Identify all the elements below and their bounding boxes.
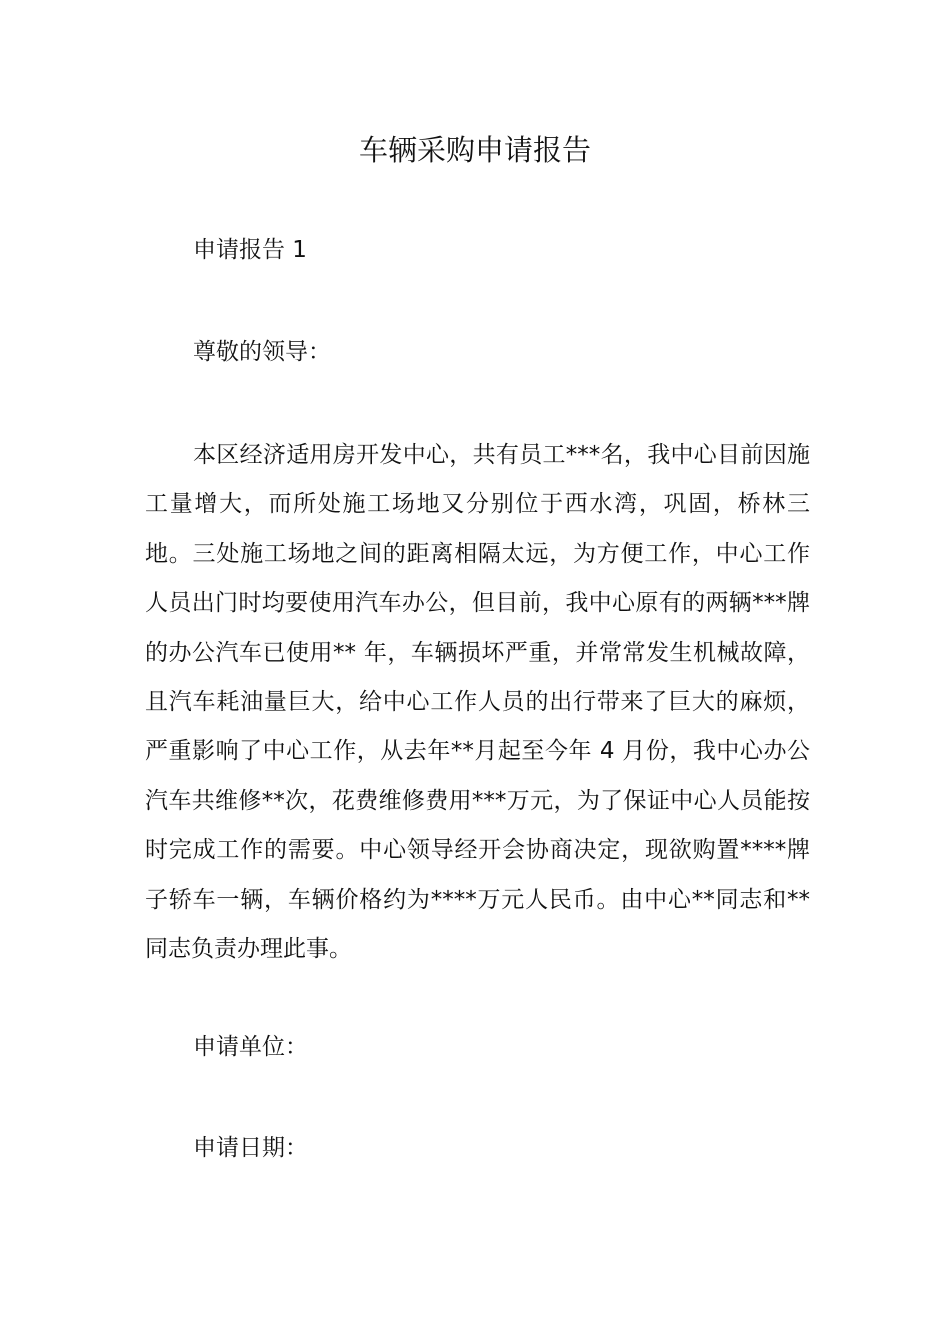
applicant-unit-label: 申请单位： — [193, 1034, 308, 1060]
application-date-label: 申请日期： — [193, 1135, 308, 1161]
salutation: 尊敬的领导： — [193, 339, 331, 365]
body-paragraph: 本区经济适用房开发中心，共有员工***名，我中心目前因施工量增大，而所处施工场地又分别位于西水湾，巩固，桥林三地。三处施工场地之间的距离相隔太远，为方便工作，中心工作人员出门时均要使用汽车办公，但目前，我中心原有的两辆***牌的办公汽车已使用** 年，车辆损坏严重，并常常发生机械故障，且汽车耗油量巨大，给中心工作人员的出行带来了巨大的麻烦，严重影响了中心工作，从去年**月起至今年 4 月份，我中心办公汽车共维修**次，花费维修费用***万元，为了保证中心人员能按时完成工作的需要。中心领导经开会协商决定，现欲购置****牌子轿车一辆，车辆价格约为****万元人民币。由中心**同志和**同志负责办理此事。 — [145, 442, 810, 963]
document-title: 车辆采购申请报告 — [358, 133, 591, 167]
section-heading: 申请报告 1 — [193, 237, 307, 263]
